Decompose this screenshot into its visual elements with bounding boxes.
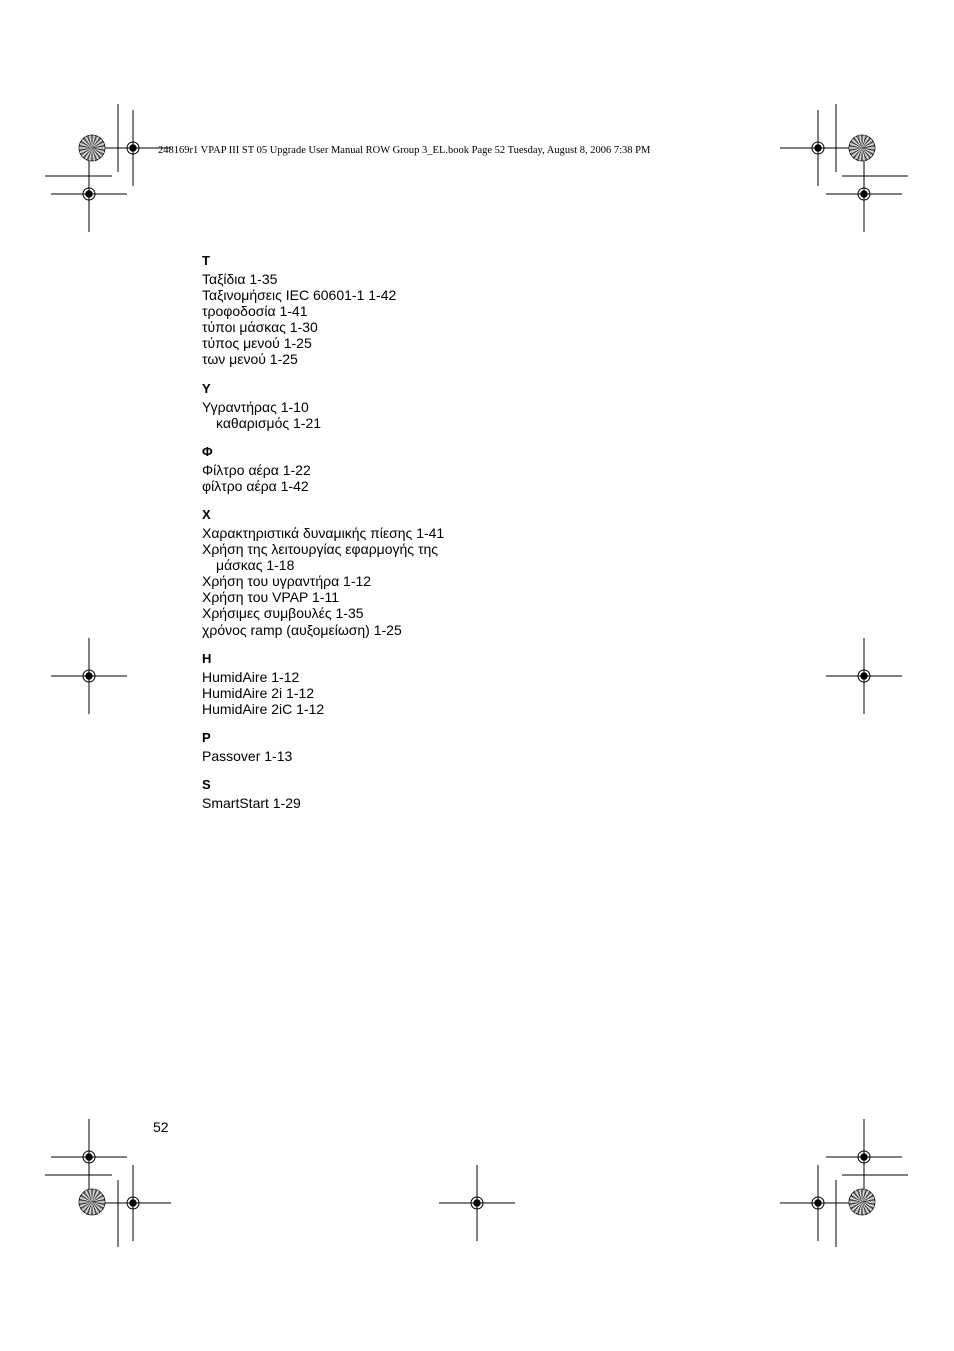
starburst-mark-icon [79,1189,105,1215]
index-entry: Χρήση της λειτουργίας εφαρμογής της [202,541,439,558]
index-entry: των μενού 1-25 [202,351,298,368]
index-entry: τροφοδοσία 1-41 [202,303,308,320]
index-section [202,777,662,811]
index-list [202,253,662,824]
index-entry: τύποι μάσκας 1-30 [202,319,318,336]
index-section [202,507,662,638]
index-section [202,444,662,494]
registration-target-icon [51,156,127,232]
registration-target-icon [95,1165,171,1241]
book-header-slug: 248169r1 VPAP III ST 05 Upgrade User Manual ROW Group 3_EL.book Page 52 Tuesday, August 8, 2006 7:38 PM [158,145,651,156]
index-entry: χρόνος ramp (αυξομείωση) 1-25 [202,621,402,638]
index-entry: Ταξίδια 1-35 [202,271,278,287]
index-section [202,730,662,764]
starburst-mark-icon [849,1189,875,1215]
index-entry: Χρήσιμες συμβουλές 1-35 [202,605,364,622]
index-entry: Χρήση του VPAP 1-11 [202,589,339,606]
index-letter-heading: H [202,650,212,666]
registration-target-icon [439,1165,515,1241]
index-section [202,253,662,368]
index-subentry: καθαρισμός 1-21 [216,414,322,431]
registration-target-icon [780,1165,856,1241]
index-letter-heading: P [202,729,211,745]
index-letter-heading: Y [202,380,211,396]
registration-target-icon [826,156,902,232]
index-subentry: μάσκας 1-18 [216,557,295,574]
index-entry: Υγραντήρας 1-10 [202,398,309,415]
index-entry: SmartStart 1-29 [202,794,301,811]
index-entry: Χρήση του υγραντήρα 1-12 [202,573,372,590]
index-letter-heading: T [202,253,210,268]
index-entry: HumidAire 2i 1-12 [202,684,315,701]
index-section [202,381,662,431]
registration-target-icon [826,1119,902,1195]
index-section [202,651,662,717]
index-letter-heading: S [202,776,211,792]
registration-target-icon [51,638,127,714]
index-letter-heading: Φ [202,443,213,459]
starburst-mark-icon [849,135,875,161]
registration-target-icon [826,638,902,714]
page-number: 52 [153,1119,169,1135]
index-entry: Χαρακτηριστικά δυναμικής πίεσης 1-41 [202,524,445,541]
index-entry: HumidAire 1-12 [202,668,300,685]
registration-target-icon [780,110,856,186]
index-entry: φίλτρο αέρα 1-42 [202,477,309,494]
registration-target-icon [51,1119,127,1195]
index-entry: HumidAire 2iC 1-12 [202,700,325,717]
starburst-mark-icon [79,135,105,161]
index-entry: Passover 1-13 [202,747,293,764]
index-letter-heading: X [202,506,211,522]
index-entry: Φίλτρο αέρα 1-22 [202,461,311,478]
index-entry: Ταξινομήσεις IEC 60601-1 1-42 [202,287,397,304]
index-entry: τύπος μενού 1-25 [202,335,312,352]
